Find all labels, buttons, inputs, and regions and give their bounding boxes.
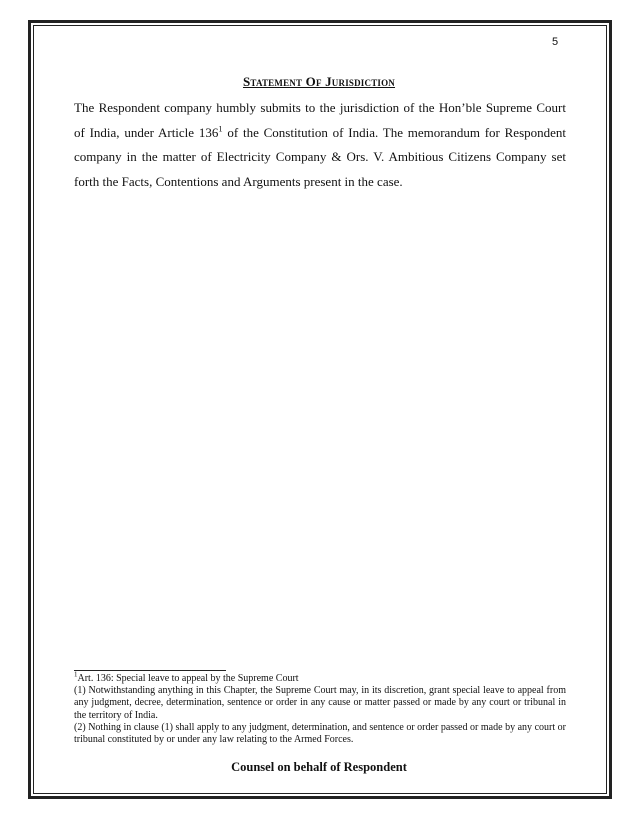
page-footer: Counsel on behalf of Respondent (231, 760, 407, 774)
footnote-clause-2: (2) Nothing in clause (1) shall apply to any judgment, determination, and sentence or order passed or made by any court or tribunal constituted by or under any law relating to the Armed Forces. (74, 721, 566, 746)
footnote-clause-1: (1) Notwithstanding anything in this Chapter, the Supreme Court may, in its discretion, grant special leave to appeal from any judgment, decree, determination, sentence or order in any cause or matter passed or made by any court or tribunal in the territory of India. (74, 685, 566, 721)
footnote-heading (74, 670, 566, 685)
footnote-block (74, 670, 566, 746)
jurisdiction-paragraph (74, 96, 566, 194)
footnote-reference: 1 (218, 123, 223, 134)
page-title: Statement Of Jurisdiction (242, 74, 396, 89)
footnote-mark: 1 (74, 670, 78, 679)
paragraph-text-start: The Respondent company humbly submits to the jurisdiction of the Hon’ble Supreme Court of India, under Article 136 (74, 100, 566, 140)
page-number: 5 (552, 36, 559, 48)
footnote-divider (74, 670, 226, 671)
footnote-heading-text: Art. 136: Special leave to appeal by the Supreme Court (77, 673, 299, 684)
paragraph-text-end: of the Constitution of India. The memorandum for Respondent company in the matter of Electricity Company & Ors. V. Ambitious Citizens Company set forth the Facts, Contentions and Arguments present in the case. (74, 124, 567, 189)
